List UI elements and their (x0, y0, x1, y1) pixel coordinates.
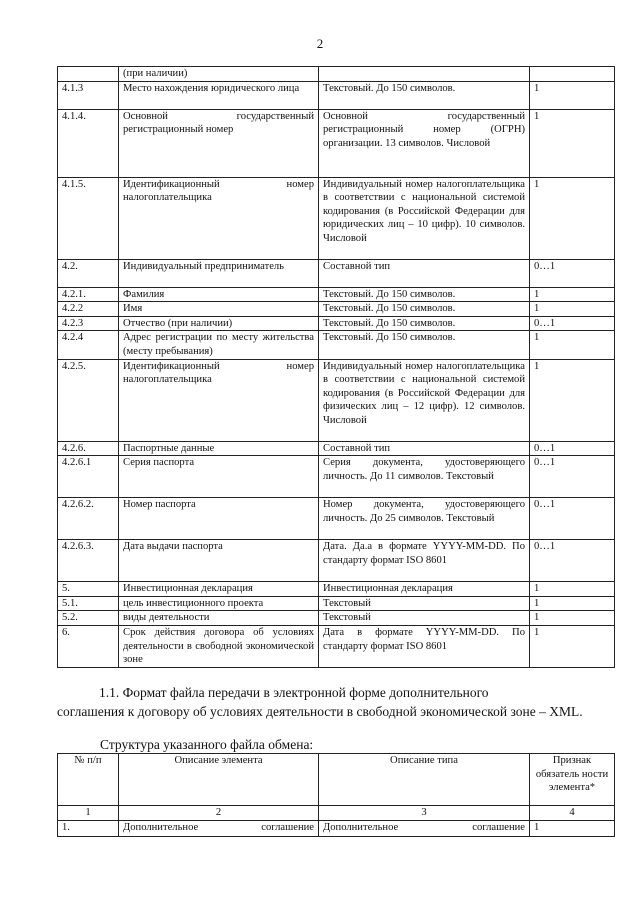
row-type: Составной тип (319, 259, 530, 287)
paragraph-line1: 1.1. Формат файла передачи в электронной форме дополнительного (99, 685, 489, 700)
row-element: цель инвестиционного проекта (119, 596, 319, 611)
table-row (58, 611, 615, 626)
row-num: 4.1.3 (58, 81, 119, 109)
row-type: Серия документа, удостоверяющего личность. До 11 символов. Текстовый (319, 456, 530, 498)
index-cell-2: 2 (119, 806, 319, 821)
table-row (58, 820, 615, 836)
table-row (58, 498, 615, 540)
row-required: 1 (530, 582, 615, 597)
table-row (58, 359, 615, 441)
row-required: 1 (530, 625, 615, 667)
index-cell-3: 3 (319, 806, 530, 821)
row-required: 0…1 (530, 441, 615, 456)
row-num: 4.2.6.2. (58, 498, 119, 540)
row-required: 1 (530, 359, 615, 441)
elements-table (57, 66, 615, 668)
table-row (58, 625, 615, 667)
table-row (58, 259, 615, 287)
row-element: Серия паспорта (119, 456, 319, 498)
row-required: 1 (530, 302, 615, 317)
row-required: 0…1 (530, 316, 615, 331)
row-type: Текстовый. До 150 символов. (319, 316, 530, 331)
row-num: 5.1. (58, 596, 119, 611)
row-type: Текстовый (319, 611, 530, 626)
row-type: Составной тип (319, 441, 530, 456)
row-num: 5.2. (58, 611, 119, 626)
row-type: Текстовый (319, 596, 530, 611)
table-row (58, 287, 615, 302)
row-num: 4.2.2 (58, 302, 119, 317)
table-row (58, 302, 615, 317)
row-required: 0…1 (530, 540, 615, 582)
format-paragraph (57, 684, 610, 721)
header-type: Описание типа (319, 754, 530, 806)
row-element: Индивидуальный предприниматель (119, 259, 319, 287)
row-element: Идентификационный номер налогоплательщика (119, 177, 319, 259)
row-type: Дата в формате YYYY-MM-DD. По стандарту формат ISO 8601 (319, 625, 530, 667)
row-required: 1 (530, 287, 615, 302)
row-type: Текстовый. До 150 символов. (319, 81, 530, 109)
row-num: 4.2.4 (58, 331, 119, 359)
row-num: 6. (58, 625, 119, 667)
row-element: Дополнительное соглашение (119, 820, 319, 836)
row-num: 4.2.5. (58, 359, 119, 441)
row-required (530, 67, 615, 82)
index-row (58, 806, 615, 821)
row-element: Паспортные данные (119, 441, 319, 456)
index-cell-1: 1 (58, 806, 119, 821)
row-num (58, 67, 119, 82)
row-type: Дата. Да.а в формате YYYY-MM-DD. По стандарту формат ISO 8601 (319, 540, 530, 582)
row-num: 4.2.6.1 (58, 456, 119, 498)
row-type: Индивидуальный номер налогоплательщика в соответствии с национальной системой кодирования (в Российской Федерации для физических лиц – 12 цифр). 12 символов. Числовой (319, 359, 530, 441)
row-element: Фамилия (119, 287, 319, 302)
table-row (58, 81, 615, 109)
row-required: 0…1 (530, 498, 615, 540)
header-num: № п/п (58, 754, 119, 806)
table-row (58, 331, 615, 359)
row-element: Адрес регистрации по месту жительства (месту пребывания) (119, 331, 319, 359)
row-element: виды деятельности (119, 611, 319, 626)
row-required: 1 (530, 109, 615, 177)
row-required: 1 (530, 596, 615, 611)
row-num: 4.1.5. (58, 177, 119, 259)
row-required: 1 (530, 81, 615, 109)
row-type: Текстовый. До 150 символов. (319, 302, 530, 317)
structure-label: Структура указанного файла обмена: (100, 737, 314, 752)
row-type: Инвестиционная декларация (319, 582, 530, 597)
row-element: (при наличии) (119, 67, 319, 82)
row-element: Отчество (при наличии) (119, 316, 319, 331)
row-num: 4.2.3 (58, 316, 119, 331)
header-element: Описание элемента (119, 754, 319, 806)
row-type: Номер документа, удостоверяющего личность. До 25 символов. Текстовый (319, 498, 530, 540)
row-num: 4.2. (58, 259, 119, 287)
paragraph-rest: соглашения к договору об условиях деятельности в свободной экономической зоне – XML. (57, 703, 583, 719)
table-row (58, 109, 615, 177)
header-required: Признак обязатель ности элемента* (530, 754, 615, 806)
table-row (58, 582, 615, 597)
table-row (58, 540, 615, 582)
row-element: Место нахождения юридического лица (119, 81, 319, 109)
row-type: Текстовый. До 150 символов. (319, 287, 530, 302)
header-row (58, 754, 615, 806)
row-type: Индивидуальный номер налогоплательщика в соответствии с национальной системой кодирования (в Российской Федерации для юридических лиц – 10 цифр). 10 символов. Числовой (319, 177, 530, 259)
row-element: Основной государственный регистрационный номер (119, 109, 319, 177)
row-type: Текстовый. До 150 символов. (319, 331, 530, 359)
row-required: 1 (530, 331, 615, 359)
structure-table (57, 753, 615, 837)
row-element: Идентификационный номер налогоплательщика (119, 359, 319, 441)
row-type (319, 67, 530, 82)
row-type: Дополнительное соглашение (319, 820, 530, 836)
row-num: 4.2.1. (58, 287, 119, 302)
row-element: Срок действия договора об условиях деятельности в свободной экономической зоне (119, 625, 319, 667)
table-row (58, 596, 615, 611)
row-num: 4.1.4. (58, 109, 119, 177)
row-num: 5. (58, 582, 119, 597)
table-row (58, 316, 615, 331)
row-required: 0…1 (530, 456, 615, 498)
row-element: Номер паспорта (119, 498, 319, 540)
row-element: Имя (119, 302, 319, 317)
row-num: 4.2.6.3. (58, 540, 119, 582)
page-number: 2 (316, 36, 324, 51)
row-num: 4.2.6. (58, 441, 119, 456)
row-type: Основной государственный регистрационный номер (ОГРН) организации. 13 символов. Числовой (319, 109, 530, 177)
table-row (58, 441, 615, 456)
table-row (58, 67, 615, 82)
index-cell-4: 4 (530, 806, 615, 821)
row-required: 0…1 (530, 259, 615, 287)
row-element: Дата выдачи паспорта (119, 540, 319, 582)
row-num: 1. (58, 820, 119, 836)
row-required: 1 (530, 177, 615, 259)
row-required: 1 (530, 611, 615, 626)
row-element: Инвестиционная декларация (119, 582, 319, 597)
row-required: 1 (530, 820, 615, 836)
table-row (58, 456, 615, 498)
table-row (58, 177, 615, 259)
